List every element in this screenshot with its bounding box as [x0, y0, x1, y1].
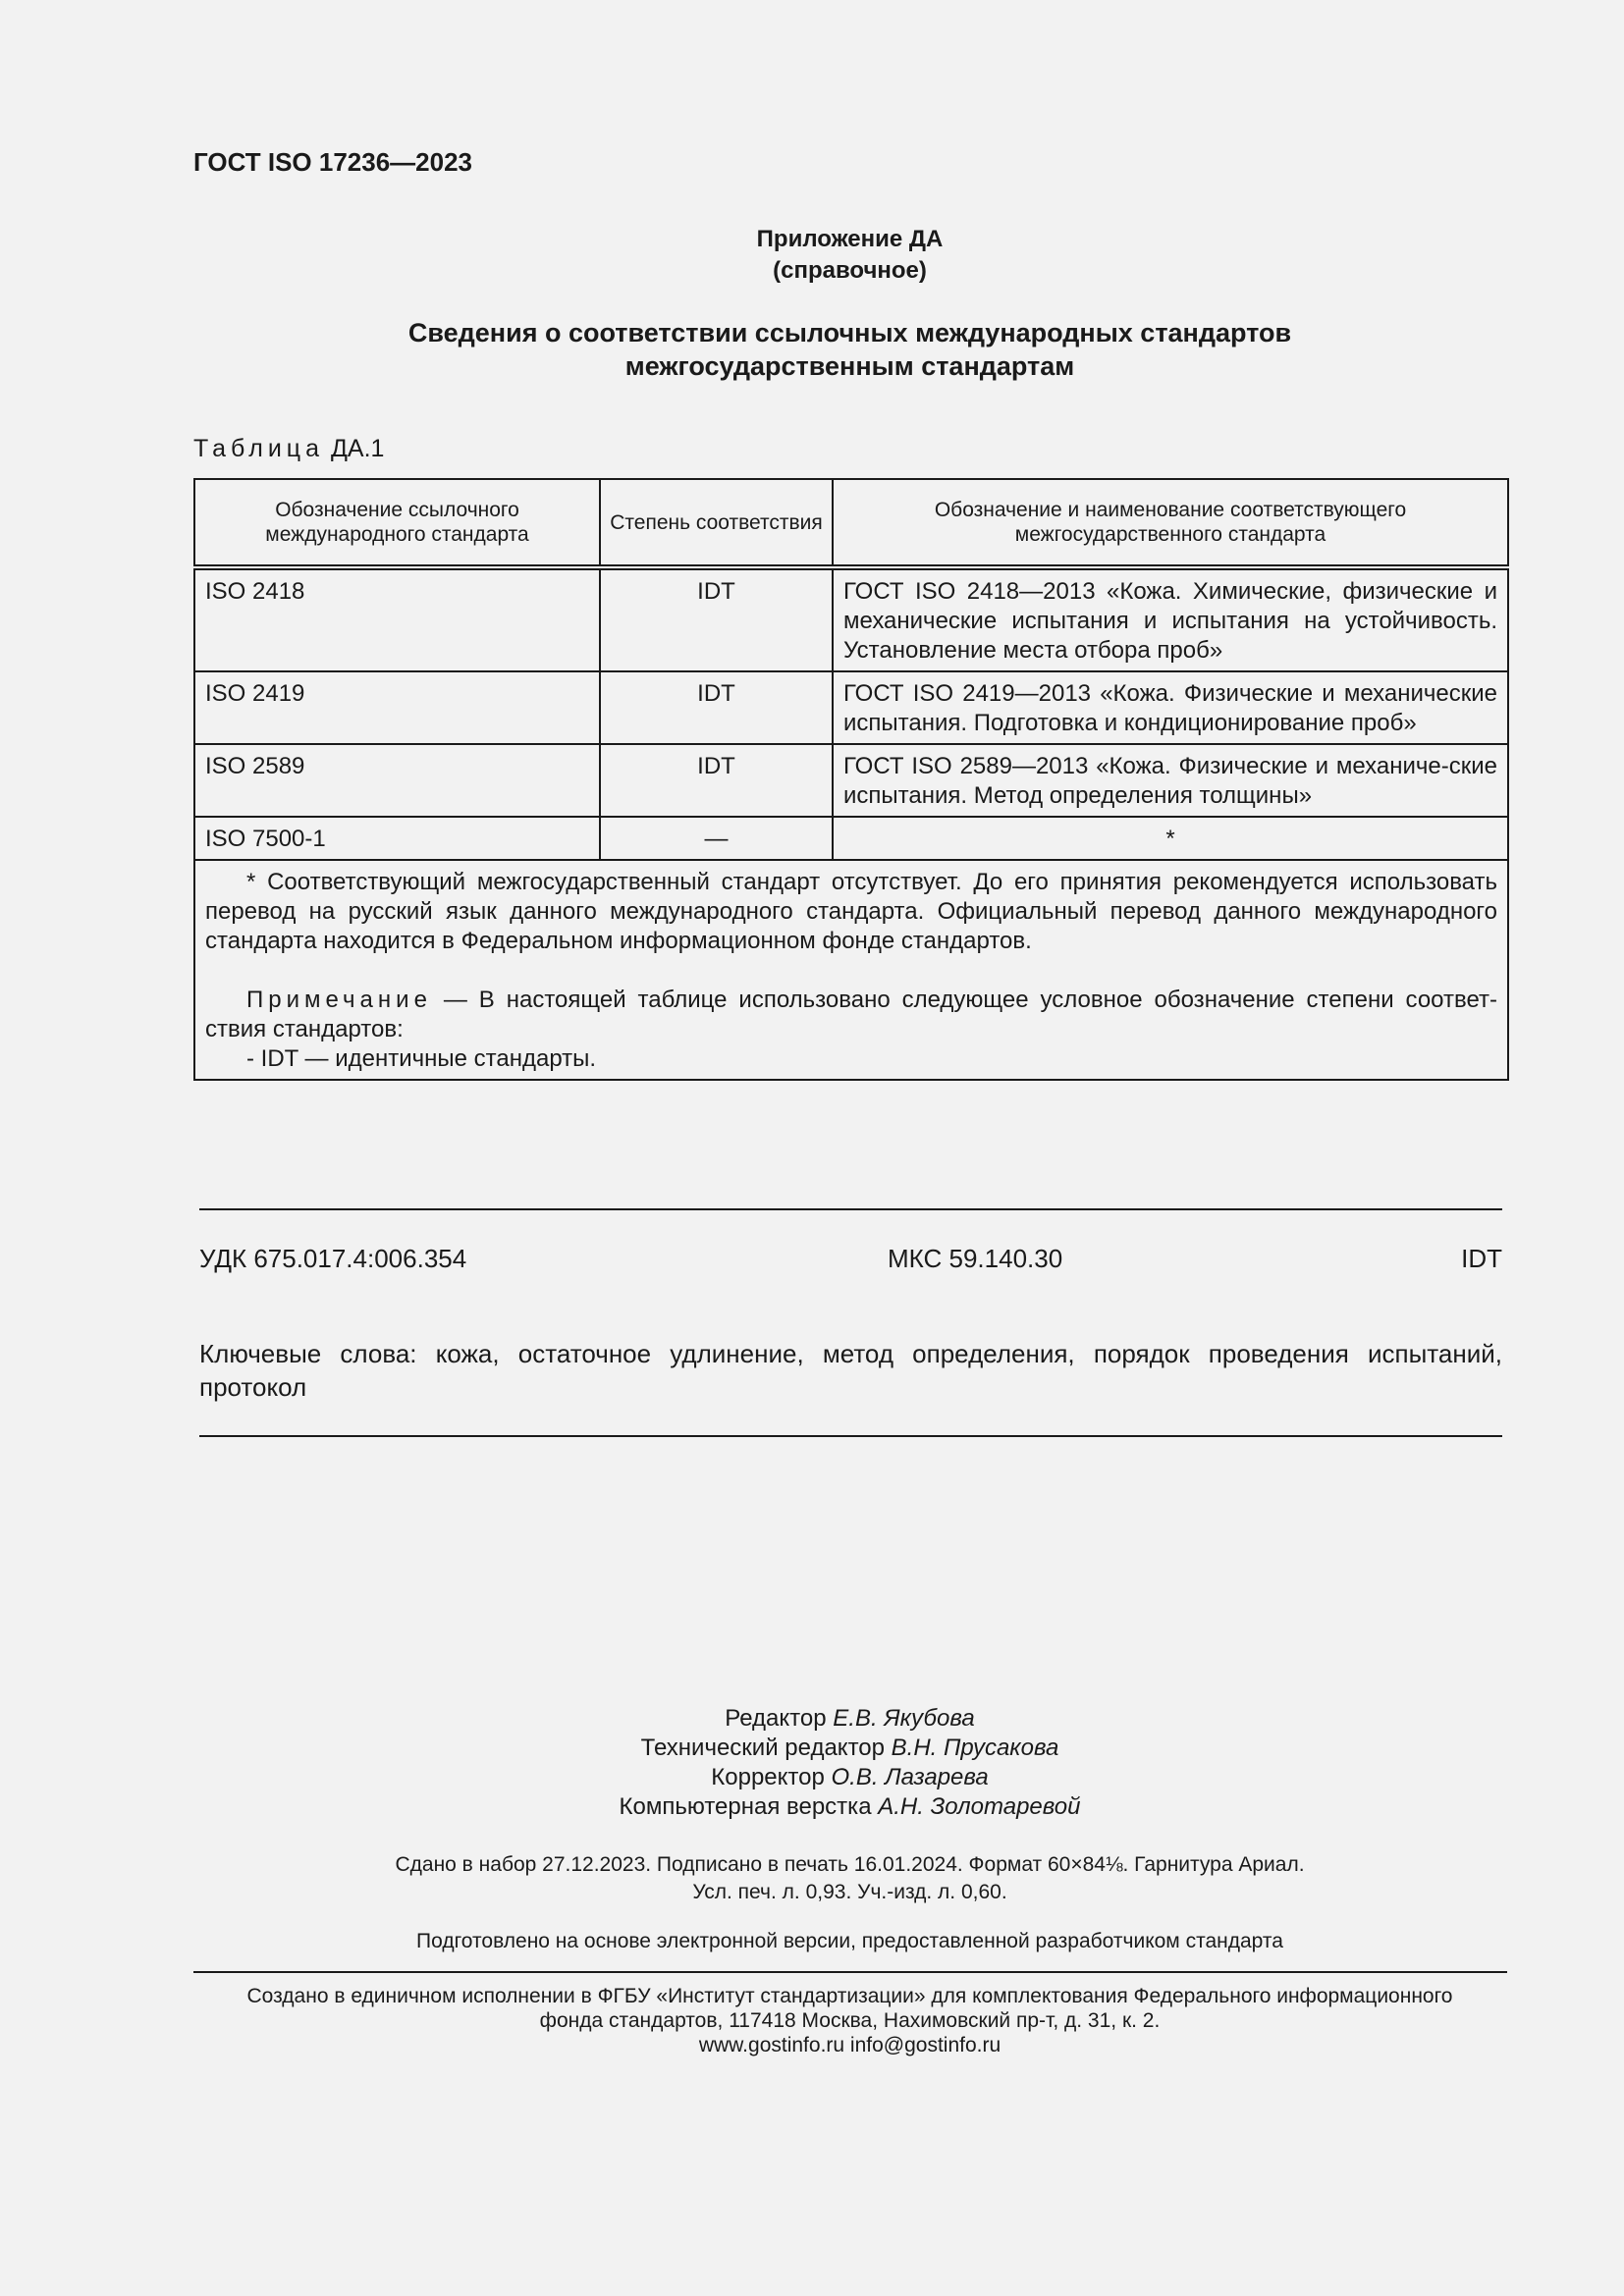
- udk-code: УДК 675.017.4:006.354: [199, 1244, 467, 1273]
- credit-role: Технический редактор: [640, 1735, 892, 1761]
- table-footnote: * Соответствующий межгосударственный стандарт отсутствует. До его принятия рекомендуется использовать перевод на русский язык данного международного стандарта. Официальный перевод данного международного стандарта находится в Федеральном информационном фонде стандартов.: [205, 869, 1497, 954]
- cell-gost: *: [833, 817, 1508, 860]
- table-row: [194, 567, 1508, 671]
- table-note-row: [194, 860, 1508, 1080]
- credit-name: А.Н. Золотаревой: [878, 1793, 1081, 1820]
- credit-role: Редактор: [725, 1705, 834, 1732]
- cell-degree: IDT: [600, 671, 833, 744]
- correspondence-table: [193, 478, 1509, 1081]
- cell-degree: IDT: [600, 744, 833, 817]
- credit-role: Корректор: [711, 1764, 832, 1790]
- cell-degree: IDT: [600, 567, 833, 671]
- imprint-line-1: Сдано в набор 27.12.2023. Подписано в печать 16.01.2024. Формат 60×84⅛. Гарнитура Ариал.: [395, 1853, 1305, 1876]
- table-caption-number: ДА.1: [330, 435, 385, 462]
- appendix-type: (справочное): [773, 257, 927, 284]
- cell-reference: ISO 2419: [194, 671, 600, 744]
- section-title-line-2: межгосударственным стандартам: [624, 351, 1075, 381]
- credit-proofreader: [0, 1763, 1624, 1792]
- credit-name: В.Н. Прусакова: [891, 1735, 1059, 1761]
- publisher-contacts: www.gostinfo.ru info@gostinfo.ru: [698, 2034, 1001, 2056]
- note-text: — В настоящей таблице использовано следующее условное обозначение степени соответ-ствия стандартов:: [205, 987, 1497, 1042]
- imprint: [0, 1851, 1624, 1906]
- section-title-line-1: Сведения о соответствии ссылочных международных стандартов: [407, 318, 1292, 347]
- table-header-row: [194, 479, 1508, 567]
- column-header-degree: Степень соответствия: [600, 479, 833, 567]
- appendix-title: Приложение ДА: [756, 226, 944, 252]
- credit-role: Компьютерная верстка: [619, 1793, 879, 1820]
- publisher-line-2: фонда стандартов, 117418 Москва, Нахимовский пр-т, д. 31, к. 2.: [539, 2009, 1161, 2032]
- appendix-heading: [0, 224, 1624, 287]
- document-code: ГОСТ ISO 17236—2023: [193, 147, 473, 177]
- table-row: [194, 744, 1508, 817]
- cell-reference: ISO 2418: [194, 567, 600, 671]
- divider: [199, 1208, 1502, 1210]
- credits: [0, 1704, 1624, 1822]
- credit-name: О.В. Лазарева: [831, 1764, 989, 1790]
- keywords: Ключевые слова: кожа, остаточное удлинение, метод определения, порядок проведения испытаний, протокол: [199, 1339, 1502, 1402]
- cell-gost: ГОСТ ISO 2419—2013 «Кожа. Физические и механические испытания. Подготовка и кондиционирование проб»: [833, 671, 1508, 744]
- degree-code: IDT: [1461, 1244, 1502, 1273]
- section-title: [0, 316, 1624, 383]
- table-row: [194, 671, 1508, 744]
- column-header-reference: Обозначение ссылочного международного стандарта: [194, 479, 600, 567]
- table-caption: [193, 435, 384, 463]
- cell-reference: ISO 7500-1: [194, 817, 600, 860]
- prepared-note: Подготовлено на основе электронной версии, предоставленной разработчиком стандарта: [416, 1930, 1283, 1952]
- imprint-line-2: Усл. печ. л. 0,93. Уч.-изд. л. 0,60.: [692, 1881, 1007, 1903]
- divider: [193, 1971, 1507, 1973]
- cell-reference: ISO 2589: [194, 744, 600, 817]
- mks-code: МКС 59.140.30: [888, 1244, 1063, 1273]
- table-row: [194, 817, 1508, 860]
- table-note: [205, 986, 1497, 1044]
- credit-name: Е.В. Якубова: [833, 1705, 975, 1732]
- credit-technical-editor: [0, 1734, 1624, 1763]
- cell-degree: —: [600, 817, 833, 860]
- table-notes: [194, 860, 1508, 1080]
- table-caption-word: Таблица: [193, 435, 325, 462]
- publisher-line-1: Создано в единичном исполнении в ФГБУ «Институт стандартизации» для комплектования Федерального информационного: [246, 1985, 1453, 2007]
- cell-gost: ГОСТ ISO 2418—2013 «Кожа. Химические, физические и механические испытания и испытания на устойчивость. Установление места отбора проб»: [833, 567, 1508, 671]
- credit-layout: [0, 1792, 1624, 1822]
- note-word: Примечание: [246, 987, 432, 1013]
- divider: [199, 1435, 1502, 1437]
- credit-editor: [0, 1704, 1624, 1734]
- publisher-info: [0, 1984, 1624, 2057]
- note-list-item: - IDT — идентичные стандарты.: [246, 1045, 597, 1072]
- column-header-gost: Обозначение и наименование соответствующего межгосударственного стандарта: [833, 479, 1508, 567]
- cell-gost: ГОСТ ISO 2589—2013 «Кожа. Физические и механиче-ские испытания. Метод определения толщины»: [833, 744, 1508, 817]
